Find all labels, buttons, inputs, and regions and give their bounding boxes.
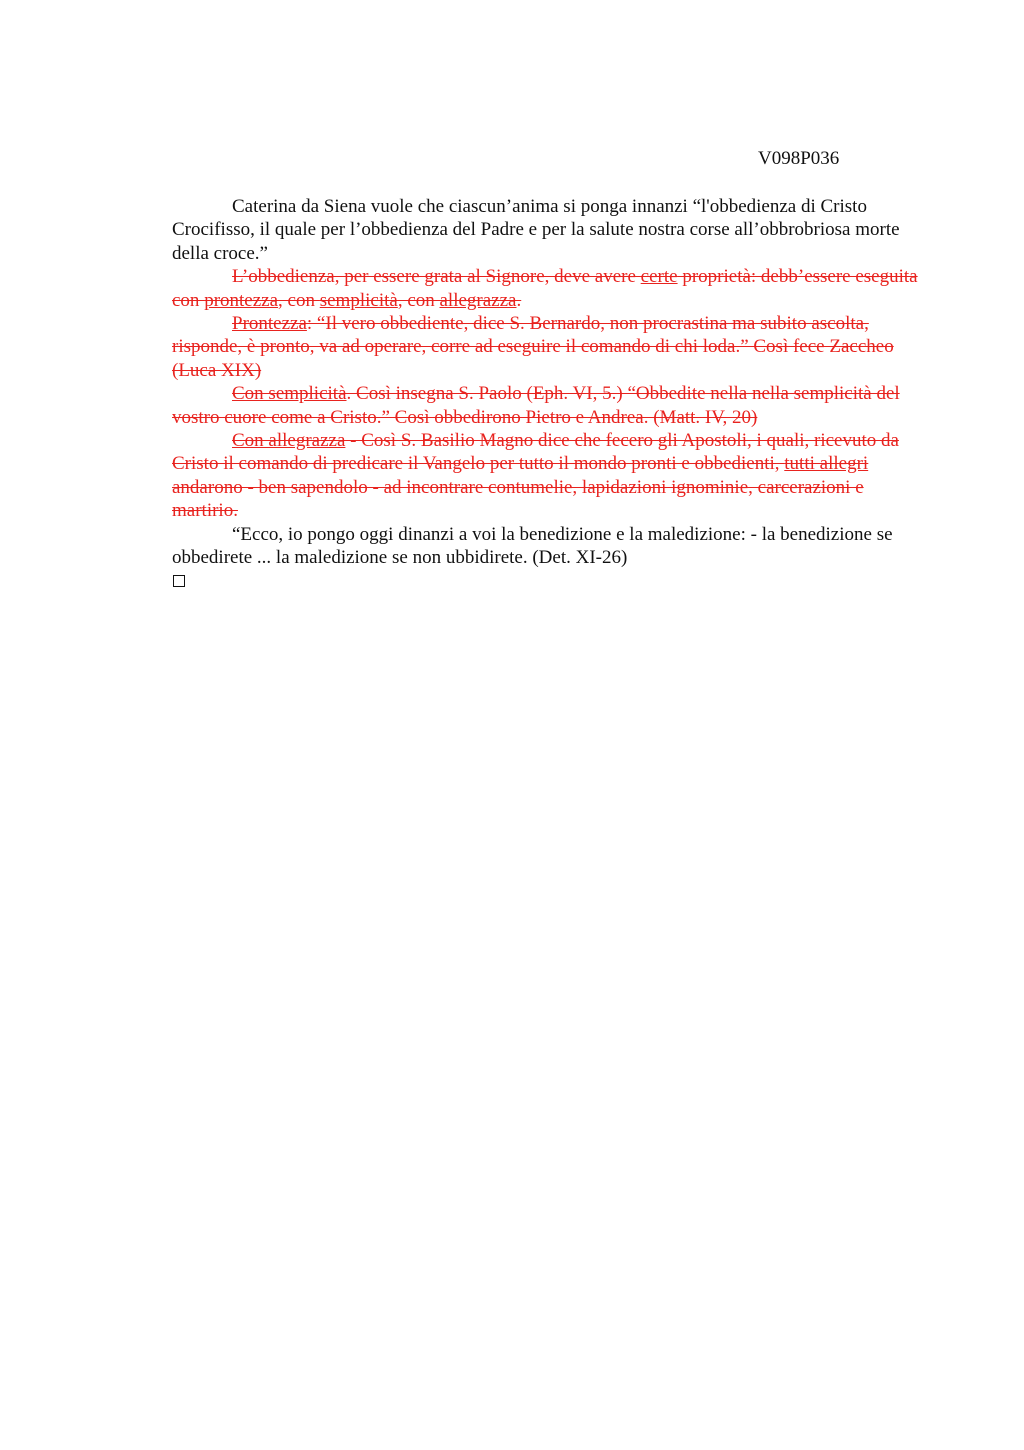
deleted-text: : “Il vero obbediente, dice S. Bernardo, non procrastina ma subito ascolta, risponde, è pronto, va ad operare, corre ad eseguire il comando di chi loda.” Così fece Zaccheo (Luca XIX) [172,313,894,381]
deleted-text: , con [397,289,440,311]
deleted-text: . Così insegna S. Paolo (Eph. VI, 5.) “Obbedite nella nella semplicità del vostro cuore come a Cristo.” Così obbedirono Pietro e Andrea. (Matt. IV, 20) [172,383,900,428]
underlined-deleted-text: prontezza [204,289,279,311]
deleted-text: - Così S. Basilio Magno dice che fecero gli Apostoli, i quali, ricevuto da Cristo il comando di predicare il Vangelo per tutto il mondo pronti e obbedienti, [172,430,899,475]
end-box-icon [173,575,185,587]
underlined-deleted-text: Con semplicità [232,383,347,405]
deleted-text: L’obbedienza, per essere grata al Signore, deve avere [232,266,641,288]
paragraph-deleted-allegrazza [172,429,925,523]
page-code: V098P036 [758,148,840,169]
paragraph-deleted-semplicita [172,382,925,429]
paragraph-quote: “Ecco, io pongo oggi dinanzi a voi la benedizione e la maledizione: - la benedizione se obbedirete ... la maledizione se non ubbidirete. (Det. XI-26) [172,523,893,569]
underlined-deleted-text: tutti allegri [784,453,869,475]
underlined-deleted-text: certe [640,266,678,288]
document-body [172,195,925,587]
paragraph-intro: Caterina da Siena vuole che ciascun’anima si ponga innanzi “l'obbedienza di Cristo Crocifisso, il quale per l’obbedienza del Padre e per la salute nostra corse all’obbrobriosa morte della croce.” [172,196,900,264]
underlined-deleted-text: Prontezza [232,313,307,335]
underlined-deleted-text: Con allegrazza [232,430,346,452]
deleted-text: . [516,289,522,311]
deleted-text: proprietà: debb’essere eseguita con [172,266,918,311]
underlined-deleted-text: allegrazza [439,289,517,311]
paragraph-deleted-properties [172,265,925,312]
underlined-deleted-text: semplicità [319,289,398,311]
deleted-text: , con [278,289,320,311]
deleted-text: andarono - ben sapendolo - ad incontrare contumelie, lapidazioni ignominie, carcerazioni e martirio. [172,476,864,522]
paragraph-deleted-prontezza [172,312,925,382]
